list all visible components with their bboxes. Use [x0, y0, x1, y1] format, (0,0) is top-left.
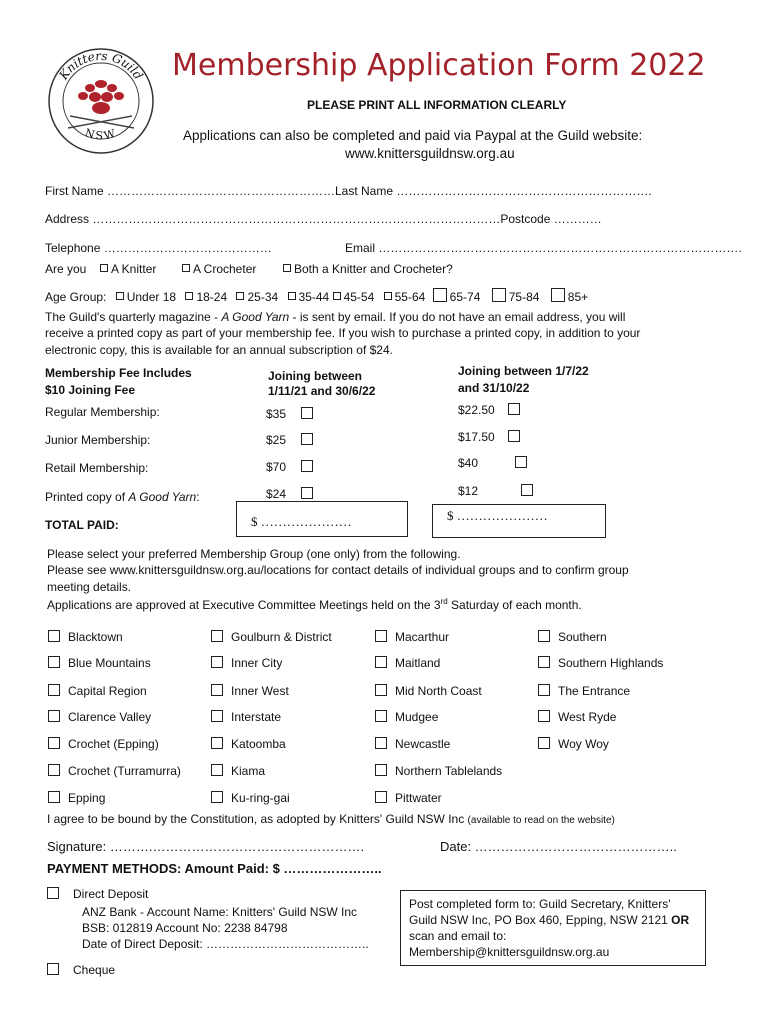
group-label: Ku-ring-gai [231, 791, 290, 805]
total-paid-blank-1: $ ………………… [251, 514, 352, 529]
checkbox[interactable] [211, 630, 223, 642]
group-option[interactable] [375, 791, 442, 805]
are-you-label: Are you [45, 262, 87, 276]
group-label: Inner City [231, 656, 283, 670]
group-option[interactable] [48, 630, 123, 644]
group-option[interactable] [211, 630, 332, 644]
checkbox[interactable] [211, 684, 223, 696]
magazine-note-line1: The Guild's quarterly magazine - A Good Yarn - is sent by email. If you do not have an email address, you will [45, 310, 626, 324]
group-label: Inner West [231, 684, 289, 698]
svg-text:NSW: NSW [83, 126, 119, 143]
group-label: Epping [68, 791, 106, 805]
group-option[interactable] [211, 737, 286, 751]
age-option[interactable]: 65-74 [433, 290, 481, 304]
checkbox[interactable] [48, 630, 60, 642]
group-label: Clarence Valley [68, 710, 152, 724]
fee-col1-header: Membership Fee Includes [45, 366, 192, 380]
retail-membership-label: Retail Membership: [45, 461, 149, 475]
age-option[interactable]: 35-44 [288, 290, 330, 304]
age-option[interactable]: 75-84 [492, 290, 540, 304]
group-option[interactable] [48, 710, 151, 724]
checkbox[interactable] [48, 791, 60, 803]
checkbox[interactable] [48, 710, 60, 722]
junior-membership-label: Junior Membership: [45, 433, 151, 447]
group-label: Crochet (Epping) [68, 737, 159, 751]
guild-logo [46, 46, 156, 156]
group-option[interactable] [211, 710, 281, 724]
checkbox[interactable] [182, 264, 190, 272]
crocheter-option[interactable] [182, 262, 256, 276]
constitution-agreement: I agree to be bound by the Constitution, as adopted by Knitters' Guild NSW Inc (available to read on the website) [47, 812, 615, 826]
print-instruction: PLEASE PRINT ALL INFORMATION CLEARLY [307, 98, 567, 112]
checkbox[interactable] [211, 764, 223, 776]
checkbox[interactable] [283, 264, 291, 272]
group-label: West Ryde [558, 710, 617, 724]
both-label: Both a Knitter and Crocheter? [294, 262, 453, 276]
telephone-field[interactable]: Telephone …………………………………… [45, 241, 272, 255]
checkbox[interactable] [538, 630, 550, 642]
post-line1: Post completed form to: Guild Secretary, Knitters' [409, 897, 671, 911]
age-option[interactable]: 18-24 [185, 290, 227, 304]
fee-col2-subheader: 1/11/21 and 30/6/22 [268, 384, 376, 398]
checkbox[interactable] [538, 684, 550, 696]
group-label: Newcastle [395, 737, 451, 751]
svg-text:Knitters Guild: Knitters Guild [56, 48, 146, 83]
group-label: Kiama [231, 764, 266, 778]
group-option[interactable] [48, 684, 147, 698]
age-option[interactable]: 85+ [551, 290, 588, 304]
checkbox[interactable] [100, 264, 108, 272]
group-label: Macarthur [395, 630, 450, 644]
address-field[interactable]: Address …………………………………………………………………………………………Postcode ………… [45, 212, 602, 226]
checkbox[interactable] [375, 791, 387, 803]
checkbox[interactable] [375, 710, 387, 722]
printed-price-2[interactable]: $12 [458, 484, 533, 498]
group-option[interactable] [48, 791, 105, 805]
group-label: Southern [558, 630, 607, 644]
checkbox[interactable] [211, 710, 223, 722]
direct-deposit-option[interactable]: Direct Deposit [47, 887, 148, 901]
group-label: Mid North Coast [395, 684, 482, 698]
group-label: The Entrance [558, 684, 631, 698]
paypal-note: Applications can also be completed and paid via Paypal at the Guild website: [183, 128, 643, 143]
retail-price-1[interactable]: $70 [266, 460, 313, 474]
group-option[interactable] [375, 630, 449, 644]
group-label: Mudgee [395, 710, 439, 724]
regular-price-1[interactable]: $35 [266, 407, 313, 421]
printed-copy-label: Printed copy of A Good Yarn: [45, 490, 200, 504]
cheque-option[interactable]: Cheque [47, 963, 115, 977]
bank-bsb-account: BSB: 012819 Account No: 2238 84798 [82, 921, 288, 935]
groups-intro-line1: Please select your preferred Membership Group (one only) from the following. [47, 547, 461, 561]
groups-intro-line4: Applications are approved at Executive Committee Meetings held on the 3rd Saturday of each month. [47, 597, 582, 612]
checkbox[interactable] [375, 656, 387, 668]
group-option[interactable] [375, 656, 440, 670]
fee-col3-header: Joining between 1/7/22 [458, 364, 589, 378]
group-option[interactable] [211, 764, 265, 778]
age-option[interactable]: 45-54 [333, 290, 375, 304]
regular-membership-label: Regular Membership: [45, 405, 160, 419]
checkbox[interactable] [538, 737, 550, 749]
checkbox[interactable] [211, 737, 223, 749]
group-option[interactable] [375, 764, 502, 778]
email-field[interactable]: Email ………………………………………………………………………………. [345, 241, 742, 255]
group-option[interactable] [48, 737, 159, 751]
membership-email[interactable]: Membership@knittersguildnsw.org.au [409, 945, 610, 959]
group-label: Maitland [395, 656, 441, 670]
page-title: Membership Application Form 2022 [172, 48, 706, 83]
group-label: Crochet (Turramurra) [68, 764, 181, 778]
crocheter-label: A Crocheter [193, 262, 257, 276]
checkbox[interactable] [48, 737, 60, 749]
total-paid-blank-2: $ ………………… [447, 508, 548, 523]
group-option[interactable] [211, 656, 282, 670]
magazine-note-line2: receive a printed copy as part of your membership fee. If you wish to purchase a printed copy, in addition to your [45, 326, 641, 340]
group-option[interactable] [538, 710, 616, 724]
group-option[interactable] [538, 684, 630, 698]
magazine-note-line3: electronic copy, this is available for an annual subscription of $24. [45, 343, 393, 357]
junior-price-1[interactable]: $25 [266, 433, 313, 447]
age-option[interactable]: 25-34 [236, 290, 278, 304]
both-option[interactable] [283, 262, 453, 276]
group-label: Capital Region [68, 684, 147, 698]
bank-account-name: ANZ Bank - Account Name: Knitters' Guild NSW Inc [82, 905, 358, 919]
post-instructions [400, 890, 706, 966]
total-paid-box-2[interactable] [432, 504, 606, 538]
fee-col3-subheader: and 31/10/22 [458, 381, 530, 395]
group-label: Pittwater [395, 791, 442, 805]
group-label: Northern Tablelands [395, 764, 503, 778]
group-option[interactable] [538, 737, 609, 751]
last-name-field[interactable]: Last Name ………………………………………………………. [335, 184, 652, 198]
group-option[interactable] [48, 656, 151, 670]
knitter-option[interactable] [100, 262, 156, 276]
group-option[interactable] [375, 684, 482, 698]
checkbox[interactable] [211, 656, 223, 668]
age-option[interactable]: 55-64 [384, 290, 426, 304]
fee-col1-subheader: $10 Joining Fee [45, 383, 136, 397]
age-group-label: Age Group: [45, 290, 107, 304]
fee-col2-header: Joining between [268, 369, 363, 383]
group-label: Katoomba [231, 737, 286, 751]
group-option[interactable] [211, 684, 289, 698]
total-paid-label: TOTAL PAID: [45, 518, 119, 532]
group-option[interactable] [48, 764, 181, 778]
groups-intro-line3: meeting details. [47, 580, 132, 594]
group-option[interactable] [211, 791, 290, 805]
post-line3: scan and email to: [409, 929, 507, 943]
age-group [45, 288, 588, 304]
group-label: Blacktown [68, 630, 123, 644]
checkbox[interactable] [375, 737, 387, 749]
checkbox[interactable] [48, 764, 60, 776]
first-name-field[interactable]: First Name …………………………………………………. [45, 184, 339, 198]
checkbox[interactable] [375, 630, 387, 642]
group-label: Woy Woy [558, 737, 609, 751]
checkbox[interactable] [48, 684, 60, 696]
checkbox[interactable] [375, 684, 387, 696]
checkbox[interactable] [538, 656, 550, 668]
group-label: Southern Highlands [558, 656, 664, 670]
checkbox[interactable] [375, 764, 387, 776]
groups-intro-line2: Please see www.knittersguildnsw.org.au/locations for contact details of individual groups and to confirm group [47, 563, 629, 577]
group-label: Goulburn & District [231, 630, 332, 644]
signature-field[interactable]: Signature: ……….…………………………………………. [47, 839, 365, 854]
payment-methods: PAYMENT METHODS: Amount Paid: $ ………………….. [47, 861, 382, 876]
retail-price-2[interactable]: $40 [458, 456, 527, 470]
group-option[interactable] [538, 630, 607, 644]
checkbox[interactable] [48, 656, 60, 668]
group-label: Blue Mountains [68, 656, 151, 670]
checkbox[interactable] [211, 791, 223, 803]
group-label: Interstate [231, 710, 282, 724]
date-field[interactable]: Date: ……………………………………….. [440, 839, 677, 854]
regular-price-2[interactable]: $22.50 [458, 403, 520, 417]
junior-price-2[interactable]: $17.50 [458, 430, 520, 444]
group-option[interactable] [538, 656, 663, 670]
guild-website[interactable]: www.knittersguildnsw.org.au [345, 146, 515, 161]
age-option[interactable]: Under 18 [116, 290, 176, 304]
group-option[interactable] [375, 737, 450, 751]
knitter-label: A Knitter [111, 262, 157, 276]
deposit-date-field[interactable]: Date of Direct Deposit: ………………………………….. [82, 937, 369, 951]
post-line2: Guild NSW Inc, PO Box 460, Epping, NSW 2121 OR [409, 913, 690, 927]
total-paid-box-1[interactable] [236, 501, 408, 537]
group-option[interactable] [375, 710, 438, 724]
printed-price-1[interactable]: $24 [266, 487, 313, 501]
checkbox[interactable] [538, 710, 550, 722]
